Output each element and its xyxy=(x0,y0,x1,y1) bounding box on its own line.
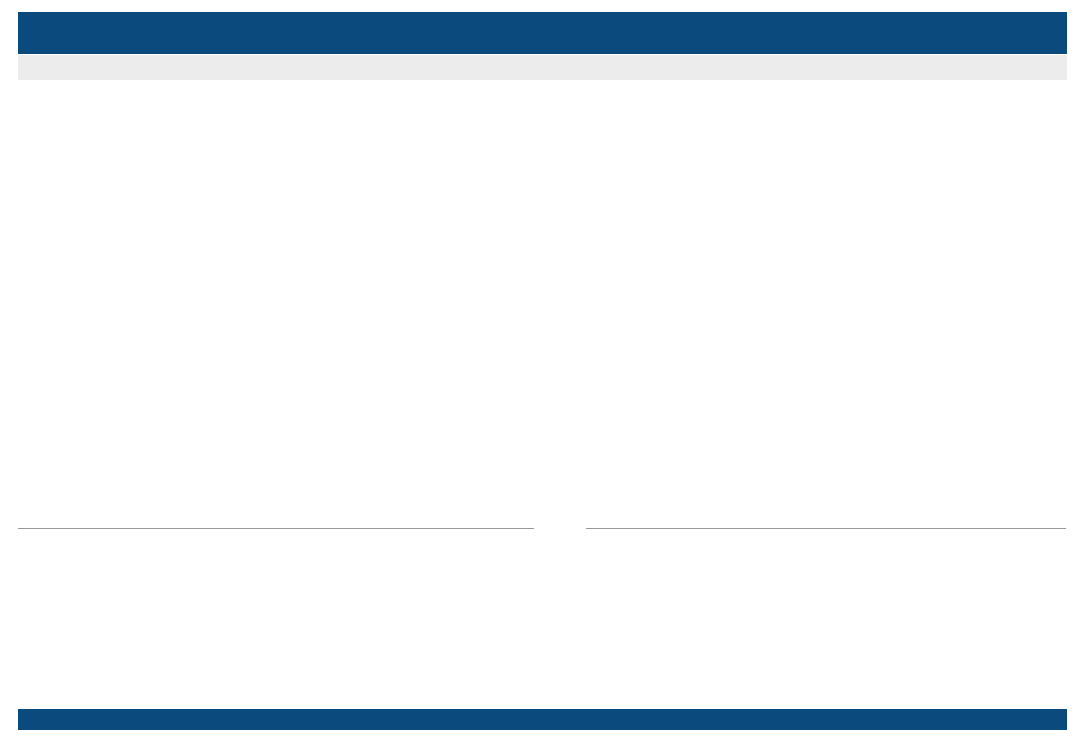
fall-dates-title xyxy=(18,528,534,529)
transportation-notice xyxy=(18,709,1067,730)
academic-year xyxy=(18,55,1067,80)
fall-important-dates xyxy=(18,528,534,529)
winter-important-dates xyxy=(586,528,1066,529)
program-title xyxy=(18,12,1067,54)
winter-dates-title xyxy=(586,528,1066,529)
